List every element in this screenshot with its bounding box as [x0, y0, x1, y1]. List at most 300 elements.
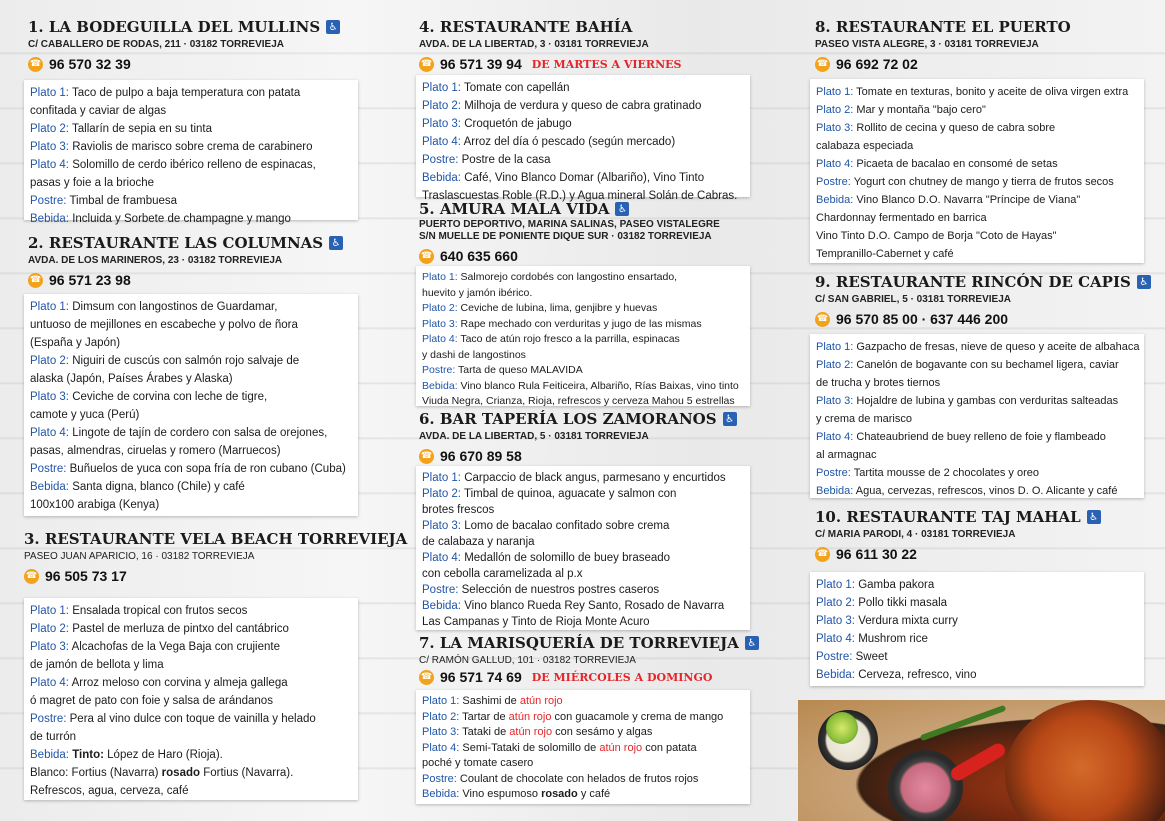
bowl-image: [888, 750, 963, 821]
menu-dish-text: Vino espumoso: [462, 788, 538, 800]
menu-course-label: Plato 3:: [816, 395, 854, 407]
menu-line: [816, 428, 1138, 446]
menu-course-label: Plato 2:: [422, 710, 460, 723]
menu-line: [816, 446, 1138, 464]
phone-icon: ☎: [28, 57, 43, 72]
menu-line: [422, 151, 744, 169]
menu-course-label: Plato 2:: [816, 104, 854, 116]
restaurant-2: [28, 234, 343, 288]
menu-line: [422, 286, 744, 302]
menu-line: [816, 392, 1138, 410]
menu-line: [816, 338, 1138, 356]
menu-line: [30, 728, 352, 746]
menu-dish-text: (España y Japón): [30, 337, 121, 349]
menu-course-label: Postre:: [816, 176, 851, 188]
menu-dish-text: Tarta de queso MALAVIDA: [458, 364, 583, 376]
menu-dish-text: López de Haro (Rioja).: [107, 749, 223, 761]
menu-line: [30, 298, 352, 316]
phone-icon: ☎: [28, 273, 43, 288]
menu-dish-text: Carpaccio de black angus, parmesano y encurtidos: [464, 472, 726, 484]
menu-line: [422, 470, 744, 486]
menu-course-label: Bebida:: [30, 213, 70, 225]
menu-dish-text: Taco de pulpo a baja temperatura con patata: [72, 87, 301, 99]
menu-dish-text: camote y yuca (Perú): [30, 409, 140, 421]
menu-line: [422, 270, 744, 286]
menu-line: [422, 486, 744, 502]
menu-line: [30, 192, 352, 210]
menu-dish-text: con cebolla caramelizada al p.x: [422, 568, 583, 580]
wheelchair-icon: ♿: [1087, 510, 1101, 524]
menu-line: [422, 725, 744, 741]
menu-course-label: Plato 2:: [30, 355, 69, 367]
menu-dish-text: Blanco: Fortius (Navarra): [30, 767, 159, 779]
restaurant-address: AVDA. DE LOS MARINEROS, 23 · 03182 TORREVIEJA: [28, 255, 283, 266]
menu-line: [816, 83, 1138, 101]
herb-image: [920, 705, 1007, 741]
phone-icon: ☎: [24, 569, 39, 584]
menu-dish-text: Selección de nuestros postres caseros: [461, 584, 660, 596]
menu-dish-text: Gazpacho de fresas, nieve de queso y aceite de albahaca: [856, 341, 1140, 353]
wheelchair-icon: ♿: [745, 636, 759, 650]
phone-line: ☎ 96 570 85 00 · 637 446 200: [816, 311, 1009, 327]
menu-dish-text: Ensalada tropical con frutos secos: [72, 605, 248, 617]
menu-course-label: Plato 1:: [30, 301, 69, 313]
menu-dish-text: Pollo tikki masala: [858, 597, 948, 609]
menu-dish-text: y crema de marisco: [816, 413, 912, 425]
menu-dish-text: 100x100 arabiga (Kenya): [30, 499, 160, 511]
menu-course-label: Postre:: [422, 772, 457, 785]
phone-line: ☎ 96 571 39 94 DE MARTES A VIERNES: [420, 56, 682, 72]
menu-line: [30, 352, 352, 370]
restaurant-name: 7. LA MARISQUERÍA DE TORREVIEJA ♿: [419, 634, 759, 652]
menu-line: [816, 155, 1138, 173]
menu-line: [30, 460, 352, 478]
menu-dish-text: Niguiri de cuscús con salmón rojo salvaje de: [72, 355, 300, 367]
menu-course-label: Bebida:: [30, 481, 70, 493]
menu-course-label: Plato 3:: [816, 122, 854, 134]
restaurant-10: [815, 508, 1101, 562]
menu-course-label: Bebida:: [816, 194, 854, 206]
menu-dish-text: pasas, almendras, ciruelas y romero (Marruecos): [30, 445, 281, 457]
menu-dish-text: poché y tomate casero: [422, 757, 534, 769]
menu-box-6: [416, 466, 750, 630]
menu-dish-text: Vino Tinto D.O. Campo de Borja "Coto de Hayas": [816, 230, 1057, 242]
menu-box-9: [810, 334, 1144, 498]
menu-line: [30, 406, 352, 424]
wheelchair-icon: ♿: [723, 412, 737, 426]
menu-course-label: Plato 3:: [422, 726, 460, 738]
menu-course-label: Plato 3:: [422, 118, 461, 130]
menu-line: [422, 756, 744, 772]
menu-dish-text: Café, Vino Blanco Domar (Albariño), Vino Tinto: [464, 172, 705, 184]
menu-line: [30, 674, 352, 692]
menu-course-label: Plato 1:: [30, 87, 69, 99]
menu-dish-text: Agua, cervezas, refrescos, vinos D. O. Alicante y café: [855, 485, 1118, 497]
menu-line: [30, 710, 352, 728]
wheelchair-icon: ♿: [615, 202, 629, 216]
wheelchair-icon: ♿: [326, 20, 340, 34]
menu-dish-text: Lingote de tajín de cordero con salsa de orejones,: [72, 427, 328, 439]
menu-dish-text: Alcachofas de la Vega Baja con crujiente: [71, 641, 280, 653]
menu-line: [816, 482, 1138, 500]
menu-highlight-text: atún rojo: [508, 710, 552, 723]
menu-dish-text: Timbal de quinoa, aguacate y salmon con: [464, 488, 677, 500]
menu-line: [30, 656, 352, 674]
phone-line: ☎ 96 670 89 58: [420, 448, 522, 464]
phone-line: ☎ 96 505 73 17: [25, 568, 127, 584]
menu-line: [816, 119, 1138, 137]
menu-course-label: Plato 1:: [816, 86, 854, 98]
menu-dish-text: Ceviche de lubina, lima, genjibre y huevas: [460, 302, 658, 314]
menu-line: [816, 410, 1138, 428]
menu-course-label: Bebida:: [422, 172, 462, 184]
menu-dish-text: Las Campanas y Tinto de Rioja Monte Acuro: [422, 616, 650, 628]
menu-course-label: Plato 2:: [816, 359, 854, 371]
restaurant-name: 5. AMURA MALA VIDA ♿: [419, 200, 720, 218]
menu-bold-text: rosado: [161, 767, 201, 779]
menu-course-label: Bebida:: [422, 379, 458, 392]
menu-course-label: Plato 4:: [816, 431, 854, 443]
menu-dish-text: calabaza especiada: [816, 140, 914, 152]
menu-line: [30, 370, 352, 388]
menu-line: [816, 191, 1138, 209]
menu-dish-text: Incluida y Sorbete de champagne y mango: [72, 213, 291, 225]
menu-line: [816, 137, 1138, 155]
menu-dish-text: Rollito de cecina y queso de cabra sobre: [856, 122, 1056, 134]
restaurant-address: PASEO JUAN APARICIO, 16 · 03182 TORREVIEJA: [24, 551, 255, 562]
menu-course-label: Plato 1:: [422, 472, 461, 484]
phone-icon: ☎: [815, 57, 830, 72]
menu-dish-text: Tartar de: [462, 710, 506, 723]
menu-dish-text: huevito y jamón ibérico.: [422, 286, 533, 299]
menu-dish-text: de calabaza y naranja: [422, 536, 535, 548]
menu-course-label: Plato 4:: [816, 633, 855, 645]
menu-line: [816, 173, 1138, 191]
restaurant-address: PUERTO DEPORTIVO, MARINA SALINAS, PASEO VISTALEGRE: [419, 219, 720, 230]
menu-dish-text: Coulant de chocolate con helados de frutos rojos: [459, 772, 699, 785]
menu-course-label: Postre:: [30, 713, 67, 725]
menu-dish-text: y café: [580, 788, 611, 800]
menu-line: [422, 787, 744, 803]
menu-dish-text: Mar y montaña "bajo cero": [856, 104, 986, 116]
menu-course-label: Plato 3:: [30, 641, 69, 653]
menu-box-2: [24, 294, 358, 516]
menu-dish-text: Yogurt con chutney de mango y tierra de frutos secos: [853, 176, 1114, 188]
menu-line: [30, 620, 352, 638]
menu-line: [30, 210, 352, 228]
menu-line: [30, 638, 352, 656]
restaurant-5: [419, 200, 720, 264]
menu-line: [422, 534, 744, 550]
menu-line: [422, 317, 744, 333]
menu-box-3: [24, 598, 358, 800]
menu-course-label: Plato 3:: [422, 520, 461, 532]
menu-line: [422, 301, 744, 317]
menu-course-label: Bebida:: [30, 749, 70, 761]
menu-line: [422, 379, 744, 395]
restaurant-4: [419, 18, 681, 72]
restaurant-name: 1. LA BODEGUILLA DEL MULLINS ♿: [28, 18, 340, 36]
restaurant-name: 6. BAR TAPERÍA LOS ZAMORANOS ♿: [419, 410, 737, 428]
menu-course-label: Plato 4:: [422, 741, 460, 754]
menu-dish-text: Rape mechado con verduritas y jugo de las mismas: [460, 317, 702, 330]
menu-line: [30, 174, 352, 192]
menu-line: [30, 478, 352, 496]
restaurant-address: AVDA. DE LA LIBERTAD, 3 · 03181 TORREVIEJA: [419, 39, 649, 50]
menu-course-label: Plato 4:: [30, 677, 69, 689]
menu-course-label: Plato 2:: [30, 623, 69, 635]
menu-line: [30, 334, 352, 352]
menu-line: [816, 576, 1138, 594]
menu-line: [816, 464, 1138, 482]
menu-box-10: [810, 572, 1144, 686]
restaurant-8: [815, 18, 1071, 72]
phone-icon: ☎: [419, 57, 434, 72]
menu-line: [30, 764, 352, 782]
menu-line: [816, 227, 1138, 245]
restaurant-name: 8. RESTAURANTE EL PUERTO: [815, 18, 1071, 36]
menu-line: [30, 156, 352, 174]
menu-dish-text: al armagnac: [816, 449, 877, 461]
menu-bold-text: Tinto:: [72, 749, 104, 761]
menu-dish-text: Taco de atún rojo fresco a la parrilla, espinacas: [460, 333, 680, 345]
menu-line: [422, 710, 744, 726]
menu-course-label: Plato 2:: [422, 302, 458, 314]
menu-box-5: [416, 266, 750, 406]
restaurant-address: AVDA. DE LA LIBERTAD, 5 · 03181 TORREVIEJA: [419, 431, 649, 442]
menu-course-label: Plato 3:: [422, 317, 458, 330]
menu-dish-text: Tempranillo-Cabernet y café: [816, 248, 954, 260]
menu-line: [30, 442, 352, 460]
menu-course-label: Bebida:: [816, 669, 856, 681]
menu-line: [422, 79, 744, 97]
restaurant-1: [28, 18, 340, 72]
menu-highlight-text: atún rojo: [599, 741, 643, 754]
restaurant-3: [24, 530, 407, 584]
restaurant-7: [419, 634, 759, 685]
menu-dish-text: de jamón de bellota y lima: [30, 659, 164, 671]
menu-dish-text: pasas y foie a la brioche: [30, 177, 155, 189]
phone-icon: ☎: [419, 670, 434, 685]
menu-dish-text: Solomillo de cerdo ibérico relleno de espinacas,: [72, 159, 316, 171]
menu-box-8: [810, 79, 1144, 263]
menu-line: [422, 614, 744, 630]
opening-days: DE MIÉRCOLES A DOMINGO: [531, 670, 713, 684]
menu-line: [422, 741, 744, 757]
phone-line: ☎ 96 611 30 22: [816, 546, 917, 562]
menu-line: [30, 316, 352, 334]
menu-course-label: Bebida:: [816, 485, 854, 497]
menu-dish-text: Tomate con capellán: [464, 82, 570, 94]
menu-line: [816, 209, 1138, 227]
menu-dish-text: untuoso de mejillones en escabeche y polvo de ñora: [30, 319, 298, 331]
restaurant-address: PASEO VISTA ALEGRE, 3 · 03181 TORREVIEJA: [815, 39, 1039, 50]
menu-line: [30, 746, 352, 764]
menu-course-label: Plato 2:: [422, 488, 461, 500]
menu-line: [816, 648, 1138, 666]
menu-dish-text: Milhoja de verdura y queso de cabra gratinado: [464, 100, 702, 112]
menu-dish-text: confitada y caviar de algas: [30, 105, 167, 117]
menu-dish-text: Viuda Negra, Crianza, Rioja, refrescos y cerveza Mahou 5 estrellas: [422, 395, 735, 407]
menu-course-label: Plato 4:: [30, 427, 69, 439]
menu-line: [30, 102, 352, 120]
menu-line: [422, 133, 744, 151]
menu-course-label: Plato 4:: [30, 159, 69, 171]
menu-course-label: Postre:: [816, 651, 853, 663]
restaurant-address: C/ MARIA PARODI, 4 · 03181 TORREVIEJA: [815, 529, 1016, 540]
menu-dish-text: Tomate en texturas, bonito y aceite de oliva virgen extra: [856, 86, 1129, 98]
menu-dish-text: Croquetón de jabugo: [464, 118, 572, 130]
menu-line: [422, 332, 744, 348]
menu-course-label: Plato 1:: [816, 579, 855, 591]
restaurant-address-2: S/N MUELLE DE PONIENTE DIQUE SUR · 03182 TORREVIEJA: [419, 231, 712, 242]
menu-box-7: [416, 690, 750, 804]
phone-icon: ☎: [419, 449, 434, 464]
menu-line: [30, 602, 352, 620]
menu-dish-text: Pastel de merluza de pintxo del cantábrico: [72, 623, 289, 635]
phone-line: ☎ 96 570 32 39: [29, 56, 131, 72]
restaurant-name: 2. RESTAURANTE LAS COLUMNAS ♿: [28, 234, 343, 252]
menu-line: [30, 138, 352, 156]
menu-dish-text: Refrescos, agua, cerveza, café: [30, 785, 189, 797]
restaurant-address: C/ RAMÓN GALLUD, 101 · 03182 TORREVIEJA: [419, 655, 636, 666]
menu-line: [30, 388, 352, 406]
menu-dish-text: Lomo de bacalao confitado sobre crema: [464, 520, 670, 532]
menu-dish-text: Traslascuestas Roble (R.D.) y Agua mineral Solán de Cabras.: [422, 190, 738, 202]
menu-dish-text: Fortius (Navarra).: [203, 767, 294, 779]
menu-line: [30, 782, 352, 800]
menu-dish-text: Tataki de: [462, 726, 507, 738]
menu-course-label: Plato 1:: [422, 82, 461, 94]
menu-line: [422, 598, 744, 614]
menu-dish-text: Arroz del día ó pescado (según mercado): [463, 136, 676, 148]
menu-line: [422, 502, 744, 518]
menu-dish-text: Raviolis de marisco sobre crema de carabinero: [72, 141, 313, 153]
menu-dish-text: Salmorejo cordobés con langostino ensartado,: [460, 271, 678, 283]
menu-line: [422, 115, 744, 133]
menu-course-label: Plato 4:: [422, 136, 461, 148]
menu-line: [422, 363, 744, 379]
soup-pot-image: [1005, 700, 1165, 821]
wheelchair-icon: ♿: [329, 236, 343, 250]
menu-course-label: Plato 3:: [30, 391, 69, 403]
menu-line: [816, 356, 1138, 374]
wheelchair-icon: ♿: [1137, 275, 1151, 289]
menu-course-label: Postre:: [30, 195, 67, 207]
restaurant-name: 4. RESTAURANTE BAHÍA: [419, 18, 633, 36]
phone-line: ☎ 640 635 660: [420, 248, 518, 264]
menu-line: [816, 612, 1138, 630]
opening-days: DE MARTES A VIERNES: [531, 57, 682, 71]
menu-line: [422, 566, 744, 582]
menu-dish-text: Tartita mousse de 2 chocolates y oreo: [853, 467, 1039, 479]
food-photo: [798, 700, 1165, 821]
menu-course-label: Postre:: [816, 467, 851, 479]
menu-dish-text: brotes frescos: [422, 504, 495, 516]
menu-course-label: Plato 1:: [422, 271, 458, 283]
menu-line: [422, 348, 744, 364]
menu-line: [422, 97, 744, 115]
menu-dish-text: Tallarín de sepia en su tinta: [72, 123, 213, 135]
menu-dish-text: Postre de la casa: [461, 154, 551, 166]
menu-dish-text: Pera al vino dulce con toque de vainilla y helado: [69, 713, 316, 725]
menu-dish-text: Sashimi de: [462, 695, 517, 707]
menu-course-label: Plato 2:: [816, 597, 855, 609]
menu-dish-text: Arroz meloso con corvina y almeja gallega: [71, 677, 288, 689]
menu-course-label: Bebida:: [422, 600, 462, 612]
menu-dish-text: y dashi de langostinos: [422, 348, 526, 361]
menu-line: [422, 772, 744, 788]
menu-line: [422, 394, 744, 410]
menu-course-label: Bebida:: [422, 788, 460, 800]
phone-icon: ☎: [815, 547, 830, 562]
menu-dish-text: Vino Blanco D.O. Navarra "Príncipe de Viana": [856, 194, 1081, 206]
restaurant-address: C/ SAN GABRIEL, 5 · 03181 TORREVIEJA: [815, 294, 1011, 305]
restaurant-name: 9. RESTAURANTE RINCÓN DE CAPIS ♿: [815, 273, 1151, 291]
restaurant-6: [419, 410, 737, 464]
menu-course-label: Plato 3:: [816, 615, 855, 627]
menu-line: [816, 630, 1138, 648]
menu-dish-text: Canelón de bogavante con su bechamel ligera, caviar: [856, 359, 1119, 371]
menu-dish-text: Hojaldre de lubina y gambas con verduritas salteadas: [856, 395, 1119, 407]
menu-course-label: Plato 4:: [816, 158, 854, 170]
phone-icon: ☎: [419, 249, 434, 264]
menu-course-label: Postre:: [422, 584, 459, 596]
menu-line: [30, 84, 352, 102]
menu-dish-text: Timbal de frambuesa: [69, 195, 178, 207]
menu-line: [422, 694, 744, 710]
menu-dish-text: Santa digna, blanco (Chile) y café: [72, 481, 245, 493]
menu-dish-text: ó magret de pato con foie y salsa de arándanos: [30, 695, 273, 707]
menu-line: [816, 101, 1138, 119]
restaurant-9: [815, 273, 1151, 327]
menu-dish-text: Vino blanco Rueda Rey Santo, Rosado de Navarra: [464, 600, 725, 612]
restaurant-name: 10. RESTAURANTE TAJ MAHAL ♿: [815, 508, 1101, 526]
menu-line: [816, 666, 1138, 684]
chili-image: [949, 741, 1008, 783]
menu-dish-text: Ceviche de corvina con leche de tigre,: [72, 391, 268, 403]
menu-box-4: [416, 75, 750, 202]
menu-dish-text: Gamba pakora: [858, 579, 935, 591]
menu-dish-text: con patata: [645, 741, 697, 754]
menu-line: [422, 518, 744, 534]
menu-dish-text: Chateaubriend de buey relleno de foie y flambeado: [856, 431, 1106, 443]
menu-dish-text: Picaeta de bacalao en consomé de setas: [856, 158, 1058, 170]
menu-course-label: Plato 1:: [30, 605, 69, 617]
menu-dish-text: Verdura mixta curry: [858, 615, 958, 627]
menu-dish-text: Semi-Tataki de solomillo de: [462, 741, 597, 754]
menu-course-label: Plato 1:: [816, 341, 854, 353]
menu-line: [30, 120, 352, 138]
menu-line: [816, 245, 1138, 263]
menu-dish-text: Chardonnay fermentado en barrica: [816, 212, 987, 224]
menu-line: [422, 550, 744, 566]
menu-course-label: Plato 4:: [422, 333, 458, 345]
menu-line: [30, 496, 352, 514]
menu-course-label: Postre:: [30, 463, 67, 475]
phone-icon: ☎: [815, 312, 830, 327]
menu-dish-text: con sesámo y algas: [555, 726, 653, 738]
restaurant-address: C/ CABALLERO DE RODAS, 211 · 03182 TORREVIEJA: [28, 39, 284, 50]
phone-line: ☎ 96 571 74 69 DE MIÉRCOLES A DOMINGO: [420, 669, 713, 685]
menu-line: [422, 169, 744, 187]
restaurant-name: 3. RESTAURANTE VELA BEACH TORREVIEJA: [24, 530, 408, 548]
menu-course-label: Postre:: [422, 364, 456, 376]
lime-image: [826, 712, 858, 744]
menu-course-label: Plato 1:: [422, 695, 460, 707]
menu-dish-text: Medallón de solomillo de buey braseado: [464, 552, 671, 564]
menu-dish-text: con guacamole y crema de mango: [554, 710, 724, 723]
